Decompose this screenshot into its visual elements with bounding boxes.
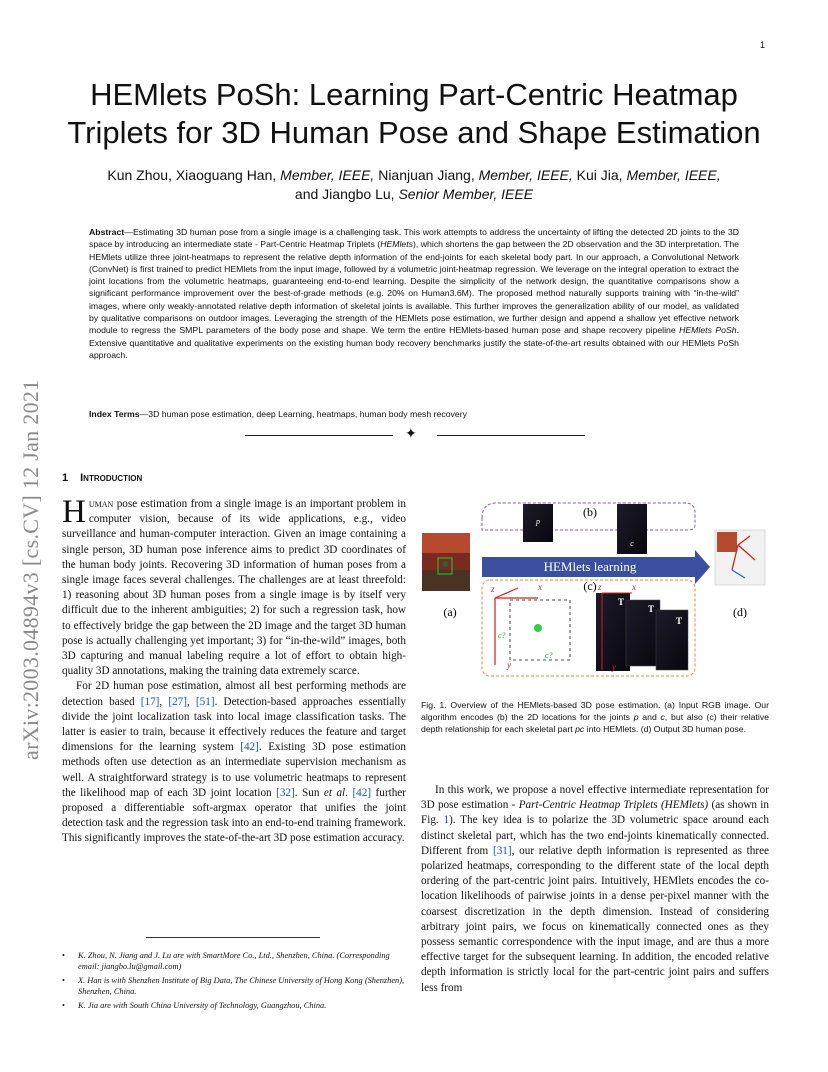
footnote-rule: [146, 937, 320, 938]
paragraph-text: . Detection-based approaches essentially divide the joint localization task into local image classification tasks. The latter is easier to train, because it effectively reduces the feature and target dimensions for the learning system: [62, 695, 407, 754]
footnote-item: [62, 975, 408, 998]
caption-symbol: p: [633, 712, 639, 722]
label-b: (b): [583, 505, 597, 519]
caption-symbol: pc: [575, 724, 585, 734]
divider-line-right: [437, 435, 585, 436]
divider-star-icon: ✦: [405, 427, 417, 442]
footnote-text: X. Han is with Shenzhen Institute of Big Data, The Chinese University of Hong Kong (Shenzhen), Shenzhen, China.: [78, 975, 405, 997]
paragraph-text: ,: [186, 695, 196, 708]
right-column: [421, 783, 769, 996]
t-plus-label: T: [676, 616, 683, 626]
citation-17[interactable]: [17]: [140, 695, 160, 708]
caption-symbol: c: [660, 712, 665, 722]
citation-31[interactable]: [31]: [492, 844, 512, 857]
abstract-text: —Estimating 3D human pose from a single image is a challenging task. This work attempts to address the uncertainty of lifting the detected 2D joints to the 3D space by introducing an intermediate state - Part-Centric Heatmap Triplets (: [89, 227, 739, 250]
citation-51[interactable]: [51]: [195, 695, 215, 708]
section-divider: [245, 429, 585, 443]
author-membership: Member, IEEE,: [280, 167, 375, 183]
index-terms-text: —3D human pose estimation, deep Learning, heatmaps, human body mesh recovery: [139, 409, 467, 419]
figure-1: [420, 500, 770, 680]
body-paragraph: [421, 783, 769, 996]
label-c: (c): [583, 579, 597, 593]
axis-x-label: x: [538, 582, 542, 592]
joint-c-label: c: [630, 539, 634, 548]
caption-text: into HEMlets. (d) Output 3D human pose.: [584, 724, 747, 734]
section-number: 1: [62, 472, 69, 484]
joint-uncertain-label: c?: [498, 631, 506, 640]
joint-p-label: p: [536, 517, 540, 526]
footnote-text: K. Zhou, N. Jiang and J. Lu are with SmartMore Co., Ltd., Shenzhen, China. (Corresponding email: jiangbo.lu@gmail.com): [78, 951, 390, 972]
depth-box: [490, 582, 570, 670]
abstract-term: HEMlets: [380, 239, 414, 250]
axis-y-label: y: [507, 660, 511, 670]
axis-y-label: y: [612, 662, 616, 672]
paragraph-text: further proposed a differentiable soft-argmax operator that unifies the joint detection task and the regression task into an end-to-end training framework. This significantly improves the state-of-the-art 3D pose estimation accuracy.: [62, 786, 406, 845]
author-membership: Member, IEEE,: [626, 167, 721, 183]
figure-ref-1[interactable]: 1: [443, 814, 450, 827]
abstract-label: Abstract: [89, 227, 125, 237]
paragraph-text: (as shown in Fig.: [421, 799, 770, 827]
footnotes: [62, 950, 408, 1013]
intro-paragraph: [62, 494, 406, 679]
input-rgb-image: [422, 533, 470, 591]
dropcap-rest: uman: [88, 498, 114, 510]
divider-line-left: [245, 435, 393, 436]
left-column: [62, 494, 407, 847]
paragraph-text: ). The key idea is to polarize the 3D volumetric space around each distinct skeletal part, which has the two end-joints kinematically connected. Different from: [421, 814, 769, 857]
axis-z-label: z: [598, 582, 602, 592]
t-minus-label: T: [618, 597, 625, 607]
section-heading: [62, 472, 142, 484]
abstract-text: . Extensive quantitative and qualitative experiments on the existing human body recovery benchmarks justify the state-of-the-art results obtained with our HEMlets PoSh approach.: [89, 325, 739, 360]
bullet-icon: •: [62, 975, 65, 985]
paragraph-text: ,: [159, 695, 169, 708]
author-membership: Senior Member, IEEE: [398, 186, 534, 202]
caption-text: Fig. 1. Overview of the HEMlets-based 3D pose estimation. (a) Input RGB image. Our algorithm encodes (b) the 2D locations for the joints: [421, 700, 769, 722]
author-segment: Kui Jia,: [572, 167, 627, 183]
paragraph-text: pose estimation from a single image is an important problem in computer vision, because of its wide applications, e.g., video surveillance and human-computer interaction. Given an image containing a single person, 3D human pose inference aims to predict 3D coordinates of the human body joints. Recovering 3D information of human poses from a single image faces several challenges. The challenges are at least threefold: 1) reasoning about 3D human poses from a single image is by itself very difficult due to the inherent ambiguities; 2) for such a regression task, how to effectively bridge the gap between the 2D image and the target 3D human pose is actually challenging yet important; 3) for “in-the-wild” images, both 3D capturing and manual labeling require a lot of effort to obtain high-quality 3D annotations, making the training data extremely scarce.: [62, 498, 406, 678]
section-title: Introduction: [80, 472, 143, 484]
index-terms: [89, 408, 739, 420]
paragraph-text: For 2D human pose estimation, almost all best performing methods are detection based: [62, 680, 406, 708]
bullet-icon: •: [62, 1000, 65, 1010]
axis-z-label: z: [491, 584, 495, 594]
dropcap: H: [62, 494, 86, 530]
paragraph-text: . Existing 3D pose estimation methods often use detection as an intermediate supervision mechanism as well. A straightforward strategy is to use volumetric heatmaps to represent the likelihood map of each 3D joint location: [62, 741, 406, 799]
label-a: (a): [443, 605, 457, 619]
author-segment: Nianjuan Jiang,: [374, 167, 479, 183]
joint-uncertain-label: c?: [545, 651, 553, 660]
bullet-icon: •: [62, 951, 65, 960]
abstract-term: HEMlets PoSh: [679, 325, 737, 336]
paragraph-text: , our relative depth information is represented as three polarized heatmaps, corresponding to the different state of the local depth ordering of the part-centric joint pairs. Intuitively, HEMlets encodes the co-location likelihoods of pairwise joints in a dense per-pixel manner with the coarsest discretization in the depth dimension. Instead of considering arbitrary joint pairs, we focus on kinematically connected ones as they possess semantic correspondence with the input image, and are thus a more effective target for the subsequent learning. In addition, the encoded relative depth information is strictly local for the part-centric joint pairs and suffers less from: [421, 844, 769, 994]
arrow-label: HEMlets learning: [543, 559, 637, 574]
axis-x-label: x: [632, 582, 636, 592]
citation-42[interactable]: [42]: [240, 741, 259, 754]
label-d: (d): [733, 605, 747, 619]
footnote-item: [62, 950, 408, 973]
output-3d-pose: [715, 530, 765, 585]
paper-title: HEMlets PoSh: Learning Part-Centric Heatmap Triplets for 3D Human Pose and Shape Estimation: [67, 77, 761, 150]
citation-27[interactable]: [27]: [168, 695, 187, 708]
citation-32[interactable]: [32]: [276, 786, 295, 799]
paragraph-text: In this work, we propose a novel effective intermediate representation for 3D pose estimation -: [421, 784, 769, 812]
paragraph-text: .: [345, 786, 353, 799]
figure-caption: [421, 699, 769, 735]
author-segment: and Jiangbo Lu,: [294, 186, 399, 202]
heatmap-triplets: [596, 582, 688, 672]
author-membership: Member, IEEE,: [478, 167, 573, 183]
arxiv-stamp: arXiv:2003.04894v3 [cs.CV] 12 Jan 2021: [18, 379, 43, 760]
abstract: [89, 226, 739, 361]
abstract-text: ), which shortens the gap between the 2D observation and the 3D interpretation. The HEMlets utilize three joint-heatmaps to represent the relative depth information of the end-joints for each skeletal body part. In our approach, a Convolutional Network (ConvNet) is first trained to predict HEMlets from the input image, followed by a volumetric joint-heatmap regression. We leverage on the integral operation to extract the joint locations from the volumetric heatmaps, guaranteeing end-to-end learning. Despite the simplicity of the network design, the quantitative comparisons show a significant performance improvement over the best-of-grade methods (e.g. 20% on Human3.6M). The proposed method naturally supports training with “in-the-wild” images, where only weakly-annotated relative depth information of skeletal joints is available. This further improves the generalization ability of our model, as validated by qualitative comparisons on outdoor images. Leveraging the strength of the HEMlets pose estimation, we further design and append a shallow yet effective network module to regress the SMPL parameters of the body pose and shape. We term the entire HEMlets-based human pose and shape recovery pipeline: [89, 239, 740, 336]
t-zero-label: T: [648, 604, 655, 614]
author-list: [80, 166, 748, 204]
caption-text: and: [638, 712, 661, 722]
footnote-item: [62, 1000, 408, 1011]
intro-paragraph: [62, 679, 406, 846]
page-number: 1: [760, 40, 766, 50]
author-segment: Kun Zhou, Xiaoguang Han,: [107, 167, 281, 183]
caption-text: , but also (c) their relative depth relationship for each skeletal part: [421, 712, 770, 734]
index-terms-label: Index Terms: [89, 409, 140, 419]
footnote-text: K. Jia are with South China University of Technology, Guangzhou, China.: [78, 1000, 327, 1010]
paragraph-text: . Sun: [294, 786, 324, 799]
term-pchm: Part-Centric Heatmap Triplets (HEMlets): [518, 799, 709, 812]
et-al: et al: [323, 786, 346, 799]
citation-42[interactable]: [42]: [352, 786, 372, 799]
